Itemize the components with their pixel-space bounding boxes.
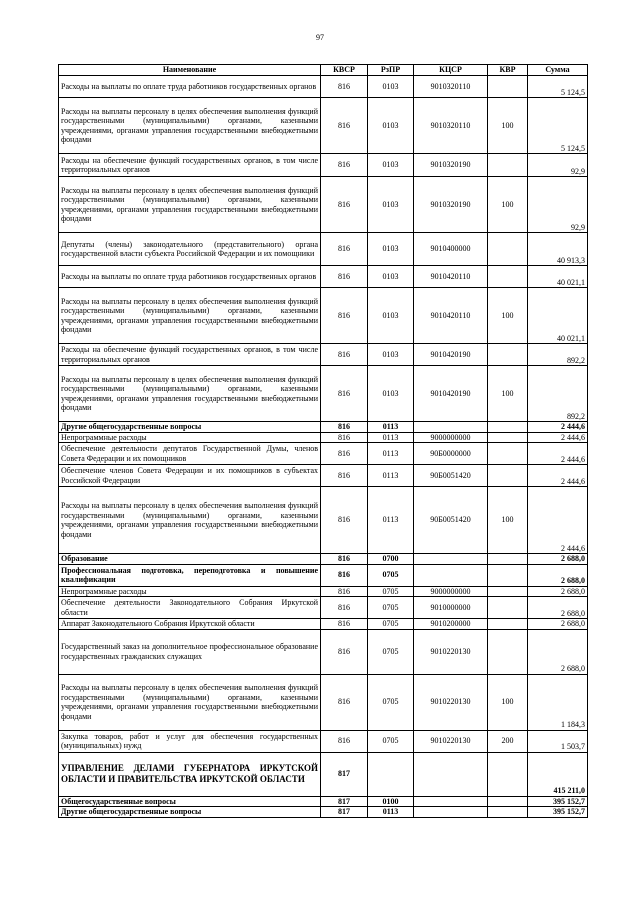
cell-kcsr: 9010420190: [414, 366, 488, 422]
cell-kvr: 100: [488, 366, 528, 422]
header-sum: Сумма: [528, 65, 588, 76]
cell-kvsr: 816: [321, 366, 368, 422]
cell-sum: 892,2: [528, 366, 588, 422]
cell-kvr: [488, 432, 528, 443]
cell-name: Профессиональная подготовка, переподготовка и повышение квалификации: [59, 564, 321, 586]
table-row: [59, 674, 588, 730]
cell-kvr: 200: [488, 730, 528, 752]
table-row: [59, 586, 588, 597]
table-row: [59, 730, 588, 752]
table-row: [59, 233, 588, 266]
cell-kvr: [488, 796, 528, 807]
table-row: [59, 366, 588, 422]
cell-kvsr: 816: [321, 76, 368, 98]
cell-kvsr: 816: [321, 674, 368, 730]
cell-kvr: [488, 807, 528, 818]
cell-kvsr: 817: [321, 807, 368, 818]
table-row: [59, 177, 588, 233]
cell-rzpr: 0705: [368, 730, 414, 752]
cell-name: Другие общегосударственные вопросы: [59, 422, 321, 433]
cell-name: Расходы на выплаты персоналу в целях обеспечения выполнения функций государственными (муниципальными) органами, казенными учреждениями, органами управления государственными внебюджетными фондами: [59, 288, 321, 344]
cell-kvr: [488, 752, 528, 796]
cell-sum: 2 444,6: [528, 422, 588, 433]
cell-kcsr: 9010420110: [414, 288, 488, 344]
cell-kvsr: 816: [321, 288, 368, 344]
cell-kcsr: [414, 554, 488, 565]
budget-table: [58, 64, 588, 818]
cell-sum: 40 913,3: [528, 233, 588, 266]
cell-kcsr: [414, 807, 488, 818]
cell-sum: 2 444,6: [528, 443, 588, 465]
cell-kvsr: 816: [321, 597, 368, 619]
cell-kcsr: 90Б0051420: [414, 465, 488, 487]
cell-kvr: [488, 76, 528, 98]
cell-kcsr: 9010420110: [414, 266, 488, 288]
cell-rzpr: 0103: [368, 76, 414, 98]
table-row: [59, 564, 588, 586]
cell-name: Расходы на выплаты по оплате труда работников государственных органов: [59, 266, 321, 288]
cell-rzpr: 0113: [368, 487, 414, 554]
cell-name: Обеспечение деятельности депутатов Государственной Думы, членов Совета Федерации и их помощников: [59, 443, 321, 465]
cell-sum: 2 444,6: [528, 465, 588, 487]
cell-kcsr: [414, 422, 488, 433]
cell-name: Другие общегосударственные вопросы: [59, 807, 321, 818]
cell-sum: 892,2: [528, 344, 588, 366]
cell-sum: 2 688,0: [528, 629, 588, 674]
cell-rzpr: 0113: [368, 807, 414, 818]
cell-rzpr: 0103: [368, 177, 414, 233]
cell-kvr: [488, 154, 528, 177]
cell-sum: 40 021,1: [528, 288, 588, 344]
cell-kvr: 100: [488, 674, 528, 730]
cell-kvr: 100: [488, 177, 528, 233]
cell-kvsr: 816: [321, 422, 368, 433]
cell-sum: 1 184,3: [528, 674, 588, 730]
cell-sum: 92,9: [528, 177, 588, 233]
cell-rzpr: 0103: [368, 233, 414, 266]
cell-kcsr: 9010220130: [414, 629, 488, 674]
header-kvsr: КВСР: [321, 65, 368, 76]
cell-kvsr: 816: [321, 98, 368, 154]
cell-sum: 1 503,7: [528, 730, 588, 752]
cell-kcsr: 9010420190: [414, 344, 488, 366]
cell-rzpr: 0700: [368, 554, 414, 565]
cell-name: Обеспечение членов Совета Федерации и их помощников в субъектах Российской Федерации: [59, 465, 321, 487]
cell-kvsr: 816: [321, 344, 368, 366]
cell-kcsr: 9010400000: [414, 233, 488, 266]
cell-sum: 2 688,0: [528, 619, 588, 630]
table-row: [59, 807, 588, 818]
cell-kvsr: 816: [321, 629, 368, 674]
table-row: [59, 432, 588, 443]
table-row: [59, 422, 588, 433]
cell-kcsr: 90Б0000000: [414, 443, 488, 465]
cell-name: Закупка товаров, работ и услуг для обеспечения государственных (муниципальных) нужд: [59, 730, 321, 752]
cell-kvr: [488, 629, 528, 674]
cell-rzpr: 0103: [368, 366, 414, 422]
cell-kvsr: 816: [321, 154, 368, 177]
cell-name: Расходы на выплаты персоналу в целях обеспечения выполнения функций государственными (муниципальными) органами, казенными учреждениями, органами управления государственными внебюджетными фондами: [59, 177, 321, 233]
table-row: [59, 796, 588, 807]
cell-kcsr: [414, 796, 488, 807]
cell-kvr: [488, 619, 528, 630]
cell-kvsr: 816: [321, 586, 368, 597]
cell-kvr: 100: [488, 288, 528, 344]
cell-kvsr: 816: [321, 487, 368, 554]
cell-kvsr: 816: [321, 465, 368, 487]
cell-rzpr: 0705: [368, 674, 414, 730]
cell-rzpr: [368, 752, 414, 796]
header-name: Наименование: [59, 65, 321, 76]
table-row: [59, 629, 588, 674]
table-row: [59, 76, 588, 98]
cell-kcsr: 9000000000: [414, 432, 488, 443]
cell-kvr: 100: [488, 98, 528, 154]
cell-kvr: [488, 586, 528, 597]
cell-kvsr: 817: [321, 796, 368, 807]
cell-kcsr: 9010320190: [414, 177, 488, 233]
cell-rzpr: 0705: [368, 629, 414, 674]
cell-sum: 5 124,5: [528, 76, 588, 98]
cell-kvr: [488, 443, 528, 465]
cell-kvsr: 816: [321, 730, 368, 752]
cell-rzpr: 0103: [368, 98, 414, 154]
cell-name: Образование: [59, 554, 321, 565]
header-kvr: КВР: [488, 65, 528, 76]
cell-kvsr: 816: [321, 619, 368, 630]
cell-kcsr: [414, 564, 488, 586]
cell-rzpr: 0705: [368, 597, 414, 619]
table-row: [59, 98, 588, 154]
table-row: [59, 266, 588, 288]
cell-kvsr: 816: [321, 266, 368, 288]
cell-kvsr: 816: [321, 177, 368, 233]
cell-kvr: [488, 233, 528, 266]
cell-kcsr: 90Б0051420: [414, 487, 488, 554]
cell-name: Расходы на обеспечение функций государственных органов, в том числе территориальных органов: [59, 344, 321, 366]
cell-kvsr: 816: [321, 554, 368, 565]
cell-kcsr: 9010320110: [414, 98, 488, 154]
cell-sum: 2 688,0: [528, 564, 588, 586]
cell-kvsr: 816: [321, 432, 368, 443]
page-number: 97: [316, 33, 324, 42]
table-row: [59, 487, 588, 554]
cell-kvsr: 816: [321, 233, 368, 266]
table-row: [59, 443, 588, 465]
cell-rzpr: 0113: [368, 443, 414, 465]
cell-name: Обеспечение деятельности Законодательного Собрания Иркутской области: [59, 597, 321, 619]
cell-kcsr: 9010000000: [414, 597, 488, 619]
table-row: [59, 288, 588, 344]
table-row: [59, 554, 588, 565]
cell-sum: 5 124,5: [528, 98, 588, 154]
header-rzpr: РзПР: [368, 65, 414, 76]
cell-name: Непрограммные расходы: [59, 432, 321, 443]
cell-kvr: [488, 422, 528, 433]
cell-kvr: [488, 597, 528, 619]
cell-sum: 395 152,7: [528, 796, 588, 807]
table-row: [59, 752, 588, 796]
cell-name: Депутаты (члены) законодательного (представительного) органа государственной власти субъекта Российской Федерации и их помощники: [59, 233, 321, 266]
cell-rzpr: 0113: [368, 465, 414, 487]
cell-kcsr: 9010220130: [414, 674, 488, 730]
cell-kvr: [488, 344, 528, 366]
cell-rzpr: 0100: [368, 796, 414, 807]
cell-sum: 2 688,0: [528, 554, 588, 565]
table-row: [59, 344, 588, 366]
cell-kcsr: 9010200000: [414, 619, 488, 630]
cell-sum: 92,9: [528, 154, 588, 177]
cell-name: Расходы на выплаты персоналу в целях обеспечения выполнения функций государственными (муниципальными) органами, казенными учреждениями, органами управления государственными внебюджетными фондами: [59, 674, 321, 730]
cell-name: УПРАВЛЕНИЕ ДЕЛАМИ ГУБЕРНАТОРА ИРКУТСКОЙ ОБЛАСТИ И ПРАВИТЕЛЬСТВА ИРКУТСКОЙ ОБЛАСТИ: [59, 752, 321, 796]
cell-name: Расходы на выплаты персоналу в целях обеспечения выполнения функций государственными (муниципальными) органами, казенными учреждениями, органами управления государственными внебюджетными фондами: [59, 98, 321, 154]
cell-kvr: [488, 564, 528, 586]
cell-rzpr: 0103: [368, 266, 414, 288]
table-row: [59, 154, 588, 177]
cell-sum: 2 688,0: [528, 597, 588, 619]
table-row: [59, 597, 588, 619]
cell-kcsr: 9000000000: [414, 586, 488, 597]
cell-rzpr: 0705: [368, 619, 414, 630]
cell-name: Общегосударственные вопросы: [59, 796, 321, 807]
cell-kvr: [488, 465, 528, 487]
cell-sum: 2 444,6: [528, 487, 588, 554]
cell-kcsr: [414, 752, 488, 796]
cell-name: Расходы на обеспечение функций государственных органов, в том числе территориальных органов: [59, 154, 321, 177]
cell-kvsr: 816: [321, 564, 368, 586]
table-body: [59, 76, 588, 818]
cell-sum: 40 021,1: [528, 266, 588, 288]
cell-sum: 2 444,6: [528, 432, 588, 443]
cell-kvsr: 816: [321, 443, 368, 465]
cell-kvr: 100: [488, 487, 528, 554]
table-header-row: [59, 65, 588, 76]
cell-rzpr: 0705: [368, 564, 414, 586]
cell-rzpr: 0103: [368, 154, 414, 177]
cell-kcsr: 9010320110: [414, 76, 488, 98]
cell-kvr: [488, 554, 528, 565]
header-kcsr: КЦСР: [414, 65, 488, 76]
cell-name: Расходы на выплаты персоналу в целях обеспечения выполнения функций государственными (муниципальными) органами, казенными учреждениями, органами управления государственными внебюджетными фондами: [59, 366, 321, 422]
table-row: [59, 619, 588, 630]
cell-rzpr: 0113: [368, 422, 414, 433]
cell-kcsr: 9010220130: [414, 730, 488, 752]
cell-name: Расходы на выплаты персоналу в целях обеспечения выполнения функций государственными (муниципальными) органами, казенными учреждениями, органами управления государственными внебюджетными фондами: [59, 487, 321, 554]
cell-name: Непрограммные расходы: [59, 586, 321, 597]
cell-kvsr: 817: [321, 752, 368, 796]
cell-name: Государственный заказ на дополнительное профессиональное образование государственных гражданских служащих: [59, 629, 321, 674]
cell-kcsr: 9010320190: [414, 154, 488, 177]
cell-rzpr: 0705: [368, 586, 414, 597]
cell-name: Аппарат Законодательного Собрания Иркутской области: [59, 619, 321, 630]
cell-sum: 2 688,0: [528, 586, 588, 597]
cell-sum: 415 211,0: [528, 752, 588, 796]
cell-rzpr: 0103: [368, 344, 414, 366]
cell-kvr: [488, 266, 528, 288]
table-row: [59, 465, 588, 487]
cell-sum: 395 152,7: [528, 807, 588, 818]
cell-name: Расходы на выплаты по оплате труда работников государственных органов: [59, 76, 321, 98]
cell-rzpr: 0103: [368, 288, 414, 344]
cell-rzpr: 0113: [368, 432, 414, 443]
